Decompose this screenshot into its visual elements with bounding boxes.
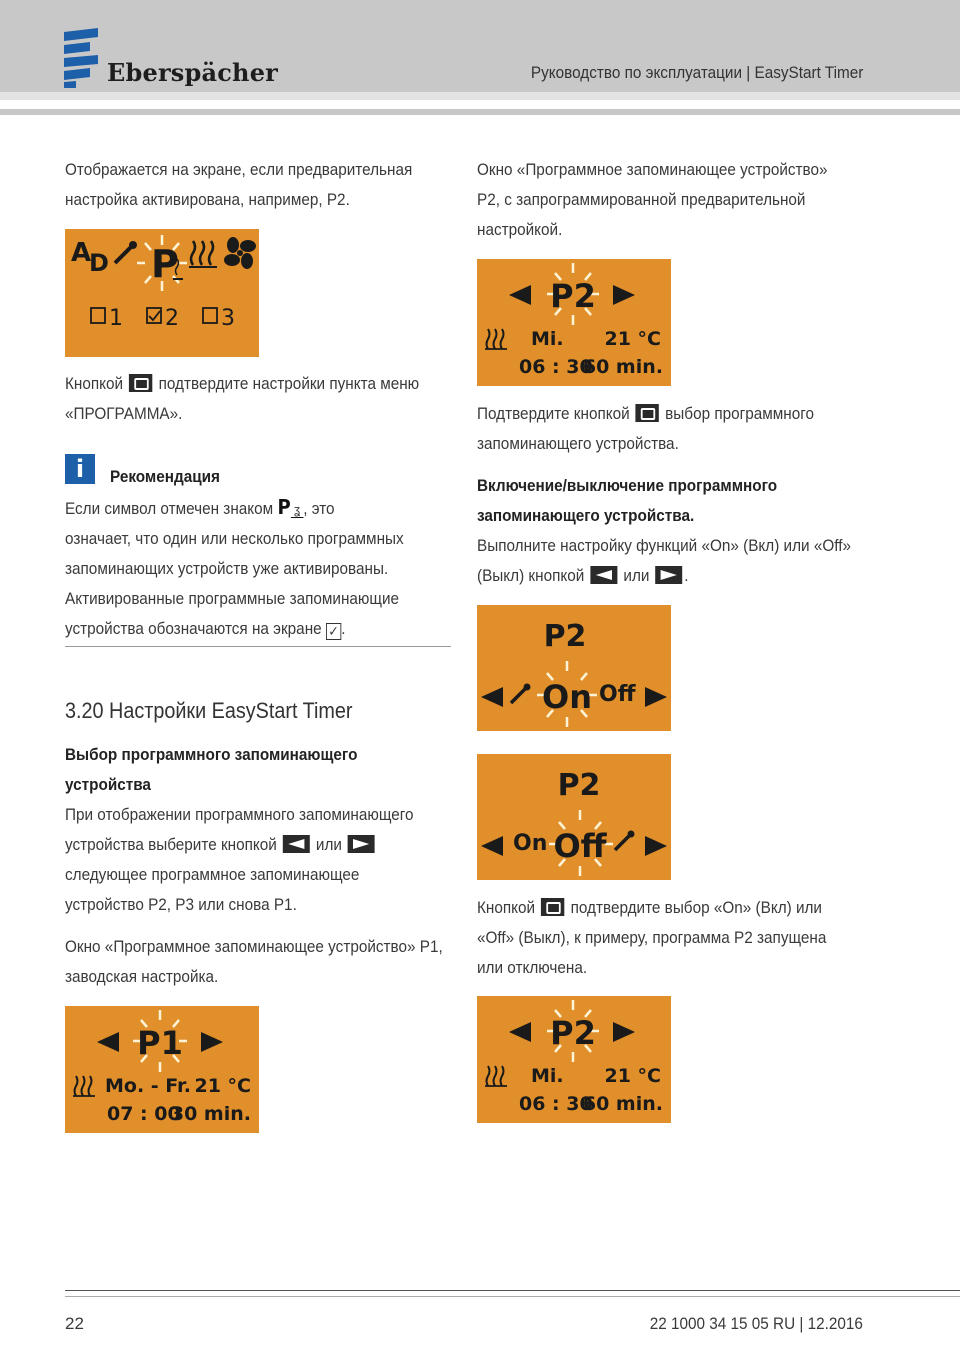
fan-icon [224, 237, 256, 269]
paragraph-preset-shown: Отображается на экране, если предварительная настройка активирована, например, P2. [65, 160, 413, 209]
lcd-p2-display [477, 259, 671, 386]
info-icon: i [65, 454, 95, 484]
svg-text:Mi.: Mi. [531, 328, 564, 350]
right-arrow-button-icon [348, 835, 375, 853]
paragraph-select-memory: При отображении программного запоминающего устройства выберите кнопкой или следующее программное запоминающее устройство P2, P3 или снова P1. [65, 805, 414, 914]
header-stripe-lower [0, 109, 960, 115]
ok-button-icon [636, 404, 659, 422]
paragraph-confirm-memory: Подтвердите кнопкой выбор программного запоминающего устройства. [477, 404, 814, 453]
lcd-preset-display [65, 229, 259, 357]
paragraph-confirm-onoff: Кнопкой подтвердите выбор «On» (Вкл) или «Off» (Выкл), к примеру, программа P2 запущена или отключена. [477, 898, 827, 977]
paragraph-onoff: Выполните настройку функций «On» (Вкл) или «Off» (Выкл) кнопкой или . [477, 536, 851, 585]
svg-text:60 min.: 60 min. [582, 1093, 663, 1115]
svg-text:P2: P2 [543, 619, 587, 654]
header-title: Руководство по эксплуатации | EasyStart Timer [530, 63, 863, 82]
ok-button-icon [129, 374, 152, 392]
brand-name: Eberspächer [107, 58, 279, 87]
svg-text:60 min.: 60 min. [582, 356, 663, 378]
svg-text:Off: Off [553, 827, 607, 865]
paragraph-confirm-program: Кнопкой подтвердите настройки пункта меню «ПРОГРАММА». [65, 374, 420, 423]
footer-rule-lower [65, 1296, 960, 1297]
lcd-off-display [477, 754, 671, 880]
svg-text:06 : 30: 06 : 30 [519, 1093, 593, 1115]
eberspaecher-logo-icon [64, 28, 100, 88]
svg-text:P2: P2 [557, 768, 601, 803]
heater-icon [191, 241, 213, 265]
svg-text:21 °C: 21 °C [604, 328, 661, 350]
svg-text:Off: Off [599, 682, 636, 707]
footer-rule [65, 1290, 960, 1291]
lcd-prog-label: P [151, 242, 179, 286]
lcd-on-display [477, 605, 671, 731]
lcd-p1-display [65, 1006, 259, 1133]
onoff-title: Включение/выключение программного запоминающего устройства. [477, 476, 778, 525]
paragraph-p2-window: Окно «Программное запоминающее устройство» P2, с запрограммированной предварительной настройкой. [477, 160, 828, 239]
tip-title: Рекомендация [110, 467, 220, 486]
left-arrow-button-icon [590, 566, 617, 584]
ok-button-icon [541, 898, 564, 916]
header-stripe [0, 92, 960, 100]
svg-text:On: On [542, 678, 592, 716]
svg-text:P1: P1 [137, 1024, 183, 1062]
svg-text:P2: P2 [550, 277, 596, 315]
svg-text:Mi.: Mi. [531, 1065, 564, 1087]
svg-text:P2: P2 [550, 1014, 596, 1052]
svg-text:21 °C: 21 °C [604, 1065, 661, 1087]
svg-text:D: D [89, 249, 109, 277]
document-id: 22 1000 34 15 05 RU | 12.2016 [649, 1314, 863, 1333]
right-arrow-button-icon [656, 566, 683, 584]
svg-text:07 : 00: 07 : 00 [107, 1103, 181, 1125]
tip-text: Если символ отмечен знаком P ʓ , это означает, что один или несколько программных запоминающих устройств уже активированы. Активированные программные запоминающие устройства обозначаются на экране ✓ . [65, 495, 404, 639]
svg-text:Mo. - Fr.: Mo. - Fr. [105, 1075, 191, 1097]
paragraph-p1-window: Окно «Программное запоминающее устройство» P1, заводская настройка. [65, 937, 443, 986]
subsection-title: Выбор программного запоминающего устройства [65, 745, 358, 794]
section-heading: 3.20 Настройки EasyStart Timer [65, 698, 353, 723]
svg-text:2: 2 [165, 306, 179, 331]
section-divider [65, 646, 451, 647]
svg-text:On: On [513, 831, 548, 856]
checkbox-checked-icon: ✓ [326, 623, 341, 640]
svg-text:06 : 30: 06 : 30 [519, 356, 593, 378]
svg-text:A: A [71, 238, 92, 268]
left-arrow-button-icon [283, 835, 310, 853]
page-number: 22 [65, 1314, 84, 1333]
svg-text:21 °C: 21 °C [194, 1075, 251, 1097]
svg-text:30 min.: 30 min. [170, 1103, 251, 1125]
svg-text:3: 3 [221, 306, 235, 331]
svg-text:1: 1 [109, 306, 123, 331]
lcd-p2-result-display [477, 996, 671, 1123]
